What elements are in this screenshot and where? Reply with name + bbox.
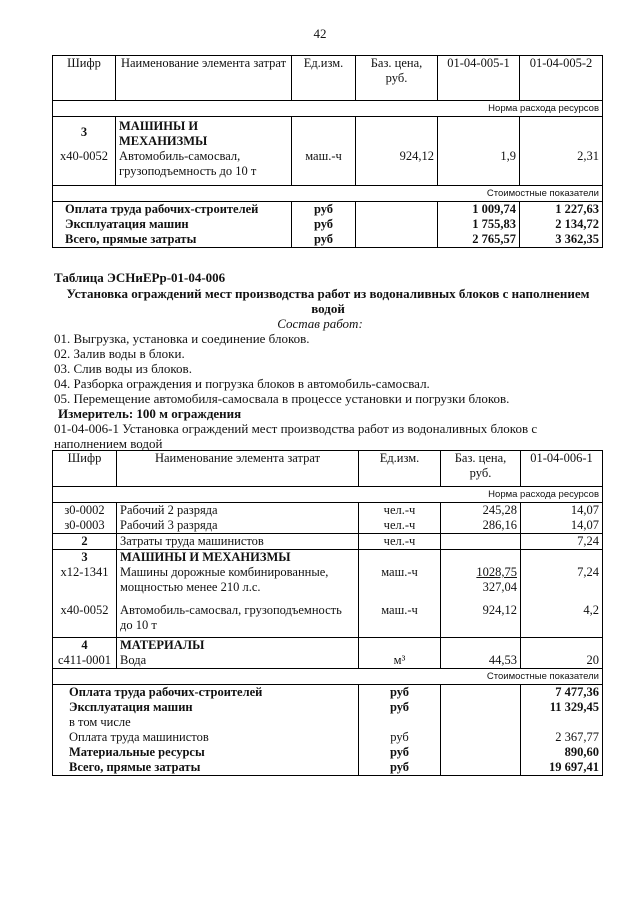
cost-bar: Стоимостные показатели bbox=[53, 668, 603, 684]
header-unit: Ед.изм. bbox=[359, 451, 441, 487]
table-header-row bbox=[53, 451, 603, 487]
summary-row: Оплата труда машинистов руб 2 367,77 bbox=[53, 730, 603, 745]
price-top: 1028,75 bbox=[476, 565, 517, 579]
header-name: Наименование элемента затрат bbox=[116, 56, 292, 101]
row-unit: маш.-ч bbox=[292, 149, 356, 185]
summary-row: Всего, прямые затраты руб 2 765,57 3 362,35 bbox=[53, 232, 603, 248]
summary-row: Эксплуатация машин руб 11 329,45 bbox=[53, 700, 603, 715]
summary-row: Оплата труда рабочих-строителей руб 1 009,74 1 227,63 bbox=[53, 201, 603, 217]
row-name: Автомобиль-самосвал, грузоподъемность до 10 т bbox=[116, 149, 292, 185]
header-col-1: 01-04-005-1 bbox=[438, 56, 520, 101]
row-value-1: 1,9 bbox=[438, 149, 520, 185]
cost-bar: Стоимостные показатели bbox=[53, 185, 603, 201]
section-row-machines: 3 МАШИНЫ И МЕХАНИЗМЫ bbox=[53, 550, 603, 566]
table-row: х40-0052 Автомобиль-самосвал, грузоподъемность до 10 т маш.-ч 924,12 4,2 bbox=[53, 599, 603, 637]
table-title: Таблица ЭСНиЕРр-01-04-006 bbox=[54, 270, 226, 285]
table-row: 2 Затраты труда машинистов чел.-ч 7,24 bbox=[53, 534, 603, 550]
resource-table-1 bbox=[52, 55, 603, 248]
composition-title: Состав работ: bbox=[277, 316, 363, 331]
section-title: МАШИНЫ И МЕХАНИЗМЫ bbox=[116, 117, 292, 150]
header-col-2: 01-04-005-2 bbox=[520, 56, 603, 101]
header-code: Шифр bbox=[53, 451, 117, 487]
row-code: х40-0052 bbox=[53, 149, 116, 185]
summary-row: Эксплуатация машин руб 1 755,83 2 134,72 bbox=[53, 217, 603, 232]
item-description: 01-04-006-1 Установка ограждений мест производства работ из водоналивных блоков с наполнением водой bbox=[54, 421, 538, 451]
norm-bar: Норма расхода ресурсов bbox=[53, 101, 603, 117]
work-step: 02. Залив воды в блоки. bbox=[54, 346, 185, 361]
resource-table-2 bbox=[52, 450, 603, 776]
header-price: Баз. цена, руб. bbox=[356, 56, 438, 101]
table-row: з0-0002 Рабочий 2 разряда чел.-ч 245,28 14,07 bbox=[53, 503, 603, 519]
work-step: 01. Выгрузка, установка и соединение блоков. bbox=[54, 331, 310, 346]
section-row-materials: 4 МАТЕРИАЛЫ bbox=[53, 637, 603, 653]
price-bottom: 327,04 bbox=[482, 580, 517, 594]
page-number: 42 bbox=[313, 26, 327, 41]
header-code: Шифр bbox=[53, 56, 116, 101]
row-value-2: 2,31 bbox=[520, 149, 603, 185]
work-step: 04. Разборка ограждения и погрузка блоков в автомобиль-самосвал. bbox=[54, 376, 430, 391]
table-header-row bbox=[53, 56, 603, 101]
section-number: 3 bbox=[53, 117, 116, 150]
summary-row: Материальные ресурсы руб 890,60 bbox=[53, 745, 603, 760]
meter-line: Измеритель: 100 м ограждения bbox=[58, 406, 242, 421]
header-unit: Ед.изм. bbox=[292, 56, 356, 101]
table-row: х12-1341 Машины дорожные комбинированные, мощностью менее 210 л.с. маш.-ч 1028,75 327,04 7,24 bbox=[53, 565, 603, 599]
row-price: 924,12 bbox=[356, 149, 438, 185]
summary-row: в том числе bbox=[53, 715, 603, 730]
norm-bar: Норма расхода ресурсов bbox=[53, 487, 603, 503]
header-price: Баз. цена, руб. bbox=[441, 451, 521, 487]
summary-row: Всего, прямые затраты руб 19 697,41 bbox=[53, 760, 603, 776]
summary-row: Оплата труда рабочих-строителей руб 7 477,36 bbox=[53, 684, 603, 700]
section-row-machines bbox=[53, 117, 603, 150]
table-row: з0-0003 Рабочий 3 разряда чел.-ч 286,16 14,07 bbox=[53, 518, 603, 534]
table-row: с411-0001 Вода м³ 44,53 20 bbox=[53, 653, 603, 669]
header-col-1: 01-04-006-1 bbox=[521, 451, 603, 487]
header-name: Наименование элемента затрат bbox=[117, 451, 359, 487]
section-heading: Установка ограждений мест производства работ из водоналивных блоков с наполнением водой bbox=[66, 286, 590, 316]
table-row bbox=[53, 149, 603, 185]
work-step: 05. Перемещение автомобиля-самосвала в процессе установки и погрузки блоков. bbox=[54, 391, 510, 406]
work-step: 03. Слив воды из блоков. bbox=[54, 361, 192, 376]
